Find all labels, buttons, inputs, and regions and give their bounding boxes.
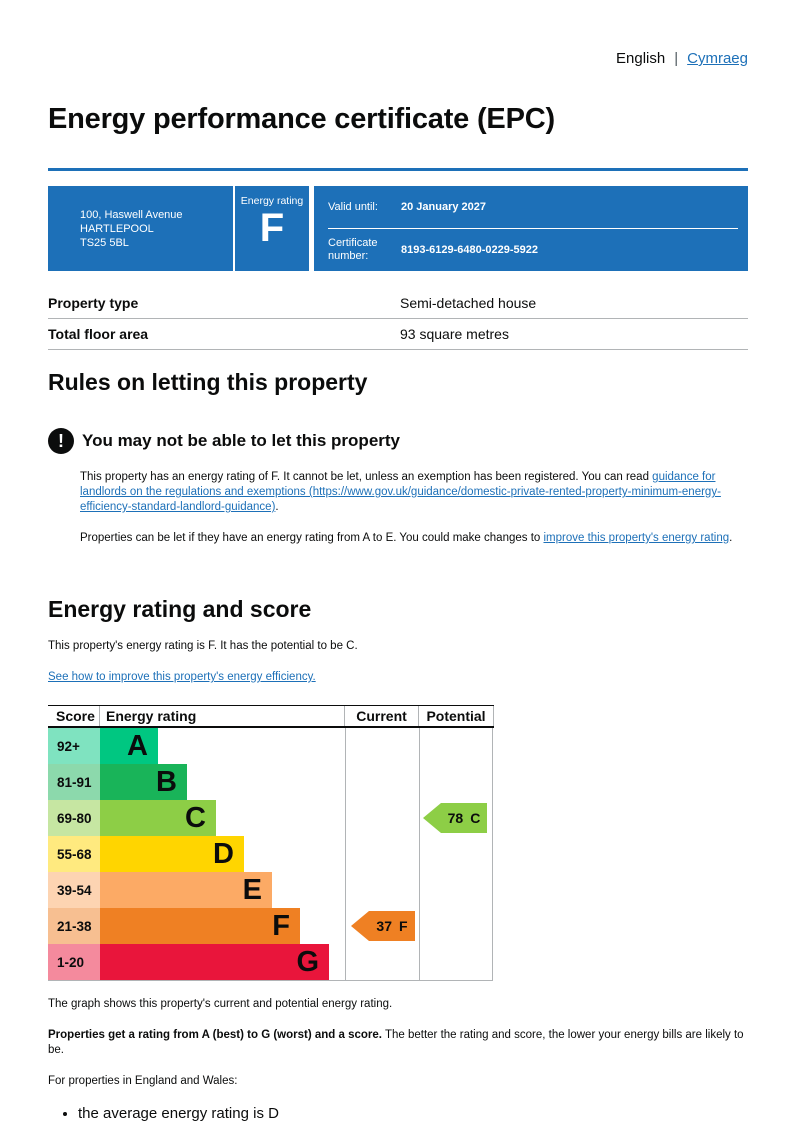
valid-until-row [328,186,738,229]
certificate-number-row [328,229,738,271]
energy-rating-cell [235,186,309,271]
warning-banner [48,428,748,454]
column-header-energy-rating: Energy rating [100,706,345,726]
potential-rating-value [441,803,487,833]
potential-score: 78 [447,810,464,826]
chart-body [48,728,493,981]
property-type-label: Property type [48,295,139,311]
rules-paragraph-1-text: This property has an energy rating of F. It cannot be let, unless an exemption has been registered. You can read [80,471,653,483]
page-title: Energy performance certificate (EPC) [48,103,555,135]
chart-caption: The graph shows this property's current and potential energy rating. [48,998,393,1010]
floor-area-value: 93 square metres [400,326,509,342]
certificate-details [314,186,748,271]
landlord-guidance-link[interactable]: guidance for landlords on the regulations and exemptions (https://www.gov.uk/guidance/domestic-private-rented-property-minimum-energy-efficiency-standard-landlord-guidance) [80,471,721,513]
rules-paragraph-2-end: . [729,532,733,544]
valid-until-label: Valid until: [328,200,378,213]
score-range: 1-20 [48,944,100,980]
address-line-1: 100, Haswell Avenue [80,208,183,221]
band-row-e [48,872,492,908]
address-line-3: TS25 5BL [80,236,129,249]
lang-current: English [616,50,666,67]
regional-intro: For properties in England and Wales: [48,1075,238,1087]
column-header-potential: Potential [419,706,494,726]
arrow-tip-icon [351,911,369,941]
rating-intro: This property's energy rating is F. It has the potential to be C. [48,640,358,652]
chart-header [48,706,494,728]
band-bar-f: F [100,908,300,944]
energy-rating-heading: Energy rating and score [48,596,312,622]
score-range: 55-68 [48,836,100,872]
band-bar-g: G [100,944,329,980]
current-rating-value [369,911,415,941]
rules-heading: Rules on letting this property [48,369,368,395]
score-range: 81-91 [48,764,100,800]
improve-efficiency-link[interactable]: See how to improve this property's energy efficiency. [48,671,316,683]
section-rule [48,168,748,171]
score-range: 92+ [48,728,100,764]
band-row-f [48,908,492,944]
language-switcher [48,0,748,67]
certificate-number-label: Certificate number: [328,237,378,262]
address-line-2: HARTLEPOOL [80,222,154,235]
lang-divider: | [674,50,679,67]
key-facts-table [48,288,748,350]
property-type-value: Semi-detached house [400,295,537,311]
table-row [48,319,748,350]
band-bar-a: A [100,728,158,764]
table-row [48,288,748,319]
floor-area-label: Total floor area [48,326,149,342]
energy-rating-label: Energy rating [240,195,304,207]
band-row-d [48,836,492,872]
band-bar-c: C [100,800,216,836]
valid-until-value: 20 January 2027 [401,201,487,213]
exclamation-icon: ! [48,428,74,454]
band-row-b [48,764,492,800]
current-score: 37 [376,918,392,934]
column-header-score: Score [48,706,100,726]
property-address [48,186,235,271]
score-range: 21-38 [48,908,100,944]
column-header-current: Current [345,706,419,726]
certificate-summary-box [48,186,748,271]
improve-rating-link[interactable]: improve this property's energy rating [543,532,730,544]
rules-paragraph-2 [80,531,748,546]
band-bar-d: D [100,836,244,872]
warning-heading: You may not be able to let this property [82,431,401,450]
rating-explanation-bold: Properties get a rating from A (best) to G (worst) and a score. [48,1029,382,1041]
current-band: F [399,918,408,934]
rules-paragraph-2-text: Properties can be let if they have an energy rating from A to E. You could make changes to [80,532,544,544]
band-bar-e: E [100,872,272,908]
improve-link-row [48,670,748,685]
rating-explanation-rest: The better the rating and score, the lower your energy bills are likely to be. [48,1029,744,1056]
band-bar-b: B [100,764,187,800]
current-rating-marker [351,911,415,941]
lang-link-cymraeg[interactable]: Cymraeg [687,50,748,67]
score-range: 69-80 [48,800,100,836]
potential-rating-marker [423,803,487,833]
energy-rating-value: F [259,206,285,250]
band-row-a [48,728,492,764]
potential-band: C [470,810,481,826]
arrow-tip-icon [423,803,441,833]
epc-rating-chart [48,705,494,981]
score-range: 39-54 [48,872,100,908]
rating-explanation [48,1028,748,1058]
band-row-g [48,944,492,980]
rules-body [80,470,748,546]
certificate-number-value: 8193-6129-6480-0229-5922 [401,244,539,256]
column-divider [419,728,420,980]
rules-paragraph-1-end: . [275,501,279,513]
regional-facts-list [78,1105,748,1122]
column-divider [345,728,346,980]
rules-paragraph-1 [80,470,748,515]
list-item: • the average energy rating is D [78,1105,748,1122]
